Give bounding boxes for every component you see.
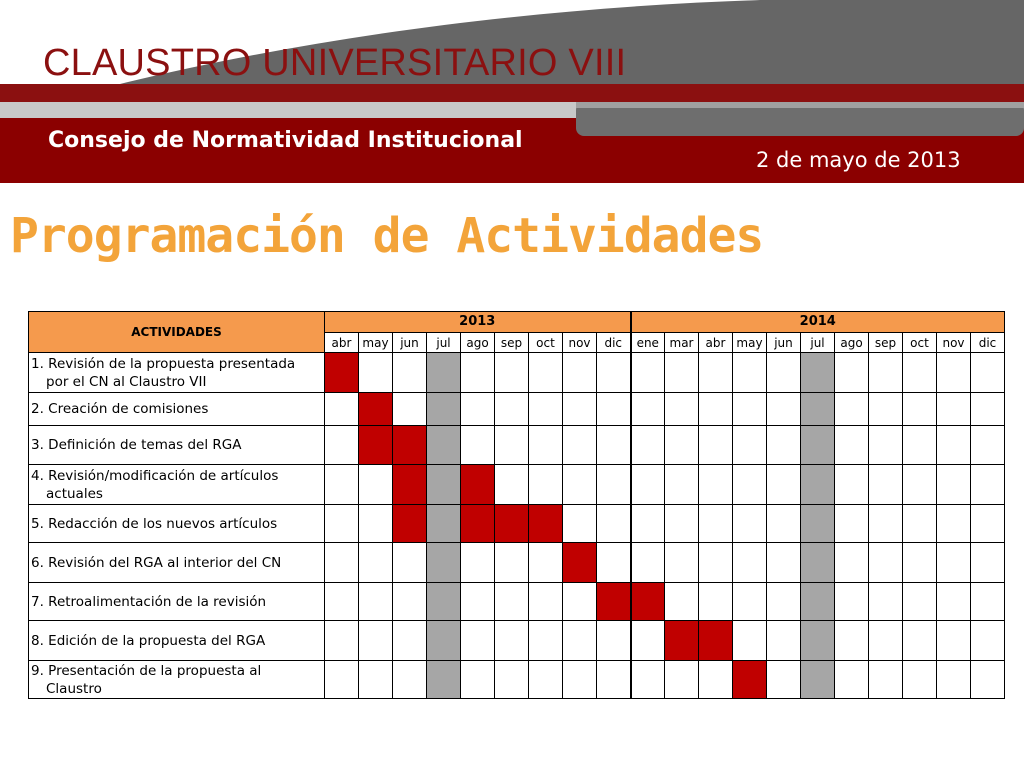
schedule-cell	[359, 353, 393, 393]
activity-label-line: actuales	[46, 485, 103, 502]
schedule-cell	[325, 621, 359, 661]
schedule-cell	[563, 393, 597, 426]
month-header: sep	[495, 333, 529, 353]
schedule-cell	[937, 393, 971, 426]
schedule-cell	[597, 465, 631, 505]
schedule-cell	[801, 621, 835, 661]
activity-label	[29, 543, 325, 583]
schedule-cell	[427, 583, 461, 621]
activity-label-line: 9. Presentación de la propuesta al	[31, 662, 262, 679]
schedule-cell	[767, 465, 801, 505]
activity-label-line: Claustro	[46, 680, 102, 697]
schedule-cell-active	[325, 353, 359, 393]
schedule-cell	[427, 661, 461, 699]
activity-label-line: 7. Retroalimentación de la revisión	[31, 593, 267, 610]
schedule-cell	[971, 621, 1005, 661]
schedule-cell	[325, 393, 359, 426]
schedule-cell	[665, 583, 699, 621]
schedule-cell	[325, 505, 359, 543]
schedule-cell	[869, 426, 903, 465]
schedule-cell	[359, 543, 393, 583]
schedule-cell	[801, 543, 835, 583]
schedule-cell-active	[563, 543, 597, 583]
schedule-cell	[325, 583, 359, 621]
schedule-cell	[971, 661, 1005, 699]
month-header: oct	[903, 333, 937, 353]
schedule-cell	[529, 583, 563, 621]
schedule-cell	[495, 583, 529, 621]
activity-label	[29, 465, 325, 505]
activity-label	[29, 661, 325, 699]
schedule-cell-active	[495, 505, 529, 543]
schedule-cell	[631, 393, 665, 426]
schedule-cell	[529, 353, 563, 393]
table-row	[29, 543, 1005, 583]
schedule-cell	[937, 465, 971, 505]
schedule-cell	[427, 426, 461, 465]
schedule-cell	[461, 661, 495, 699]
schedule-cell	[869, 661, 903, 699]
schedule-cell	[801, 465, 835, 505]
schedule-cell	[903, 426, 937, 465]
schedule-cell	[495, 426, 529, 465]
activity-label	[29, 583, 325, 621]
schedule-cell-active	[393, 426, 427, 465]
activity-label-line: 3. Definición de temas del RGA	[31, 437, 242, 453]
schedule-cell	[937, 621, 971, 661]
activity-label	[29, 353, 325, 393]
schedule-cell	[529, 661, 563, 699]
table-row	[29, 426, 1005, 465]
schedule-cell	[563, 353, 597, 393]
table-row	[29, 505, 1005, 543]
schedule-cell	[835, 353, 869, 393]
schedule-cell	[563, 465, 597, 505]
activity-label	[29, 426, 325, 465]
schedule-cell	[937, 661, 971, 699]
schedule-cell	[971, 543, 1005, 583]
schedule-cell	[869, 505, 903, 543]
activity-label	[29, 621, 325, 661]
schedule-cell	[597, 393, 631, 426]
schedule-cell	[563, 426, 597, 465]
schedule-cell	[393, 621, 427, 661]
schedule-cell	[699, 393, 733, 426]
month-header: nov	[937, 333, 971, 353]
schedule-cell	[461, 393, 495, 426]
schedule-cell	[801, 583, 835, 621]
schedule-cell	[835, 505, 869, 543]
schedule-cell	[937, 426, 971, 465]
schedule-cell	[427, 353, 461, 393]
schedule-cell	[359, 621, 393, 661]
month-header: sep	[869, 333, 903, 353]
schedule-cell-active	[665, 621, 699, 661]
schedule-cell	[631, 621, 665, 661]
schedule-cell	[631, 465, 665, 505]
schedule-cell	[971, 583, 1005, 621]
schedule-cell	[903, 393, 937, 426]
month-header: ago	[835, 333, 869, 353]
schedule-cell	[699, 543, 733, 583]
schedule-cell	[529, 621, 563, 661]
schedule-cell	[801, 505, 835, 543]
schedule-cell	[529, 426, 563, 465]
schedule-cell	[393, 543, 427, 583]
schedule-cell	[835, 393, 869, 426]
schedule-cell	[733, 465, 767, 505]
table-row	[29, 393, 1005, 426]
schedule-cell-active	[393, 465, 427, 505]
schedule-cell	[937, 583, 971, 621]
slide-heading: Programación de Actividades	[10, 208, 764, 264]
schedule-cell	[325, 426, 359, 465]
schedule-cell	[699, 353, 733, 393]
schedule-cell	[835, 661, 869, 699]
schedule-cell	[767, 353, 801, 393]
schedule-cell	[359, 583, 393, 621]
activity-label-line: 8. Edición de la propuesta del RGA	[31, 632, 266, 649]
schedule-cell	[903, 583, 937, 621]
activities-header: ACTIVIDADES	[29, 312, 325, 353]
schedule-cell	[665, 505, 699, 543]
schedule-cell	[563, 583, 597, 621]
schedule-cell	[767, 621, 801, 661]
month-header: jun	[393, 333, 427, 353]
activity-label-line: 2. Creación de comisiones	[31, 401, 209, 417]
schedule-cell	[903, 353, 937, 393]
schedule-cell	[529, 393, 563, 426]
schedule-cell-active	[359, 426, 393, 465]
schedule-cell	[325, 661, 359, 699]
schedule-cell	[971, 426, 1005, 465]
month-header: dic	[971, 333, 1005, 353]
schedule-cell-active	[733, 661, 767, 699]
gantt-table	[28, 311, 1005, 699]
month-header: may	[733, 333, 767, 353]
schedule-cell	[631, 426, 665, 465]
schedule-cell	[359, 505, 393, 543]
schedule-cell	[427, 543, 461, 583]
activity-label-line: 4. Revisión/modificación de artículos	[31, 467, 279, 484]
schedule-cell	[869, 465, 903, 505]
schedule-cell	[869, 583, 903, 621]
schedule-cell	[767, 393, 801, 426]
schedule-cell-active	[359, 393, 393, 426]
schedule-cell	[767, 426, 801, 465]
schedule-cell	[767, 543, 801, 583]
schedule-cell	[597, 426, 631, 465]
month-header: mar	[665, 333, 699, 353]
activity-label-line: por el CN al Claustro VII	[46, 373, 207, 390]
schedule-cell	[903, 543, 937, 583]
schedule-cell	[325, 465, 359, 505]
schedule-cell	[733, 543, 767, 583]
schedule-cell	[767, 583, 801, 621]
schedule-cell	[699, 583, 733, 621]
schedule-cell	[801, 353, 835, 393]
schedule-cell	[665, 393, 699, 426]
schedule-cell	[835, 465, 869, 505]
schedule-cell	[903, 505, 937, 543]
schedule-cell	[869, 353, 903, 393]
schedule-cell	[461, 426, 495, 465]
schedule-cell	[903, 465, 937, 505]
schedule-cell	[801, 661, 835, 699]
schedule-cell	[393, 393, 427, 426]
schedule-cell	[631, 353, 665, 393]
schedule-cell	[971, 353, 1005, 393]
schedule-cell-active	[597, 583, 631, 621]
table-row	[29, 661, 1005, 699]
month-header: jul	[801, 333, 835, 353]
schedule-cell	[835, 621, 869, 661]
schedule-cell	[495, 393, 529, 426]
schedule-cell	[801, 426, 835, 465]
table-row	[29, 621, 1005, 661]
schedule-cell	[971, 505, 1005, 543]
schedule-cell	[495, 661, 529, 699]
schedule-cell	[427, 505, 461, 543]
schedule-cell	[665, 543, 699, 583]
schedule-cell	[597, 543, 631, 583]
schedule-cell	[869, 621, 903, 661]
schedule-cell	[869, 393, 903, 426]
schedule-cell	[461, 621, 495, 661]
schedule-cell	[597, 621, 631, 661]
month-header: nov	[563, 333, 597, 353]
schedule-cell	[937, 505, 971, 543]
schedule-cell	[665, 353, 699, 393]
activity-label-line: 1. Revisión de la propuesta presentada	[31, 355, 296, 372]
schedule-cell	[733, 393, 767, 426]
schedule-cell	[699, 426, 733, 465]
month-header: dic	[597, 333, 631, 353]
year-header: 2013	[325, 312, 631, 333]
schedule-cell	[359, 661, 393, 699]
schedule-cell	[733, 505, 767, 543]
schedule-cell	[631, 661, 665, 699]
schedule-cell	[937, 543, 971, 583]
table-row	[29, 583, 1005, 621]
schedule-cell	[461, 543, 495, 583]
schedule-cell-active	[529, 505, 563, 543]
schedule-cell	[529, 465, 563, 505]
schedule-cell	[359, 465, 393, 505]
schedule-cell	[903, 621, 937, 661]
subtitle: Consejo de Normatividad Institucional	[48, 128, 523, 153]
schedule-cell	[699, 505, 733, 543]
schedule-cell-active	[461, 465, 495, 505]
schedule-cell	[563, 621, 597, 661]
activity-label-line: 6. Revisión del RGA al interior del CN	[31, 554, 282, 571]
schedule-cell	[733, 426, 767, 465]
schedule-cell	[835, 426, 869, 465]
schedule-cell	[461, 583, 495, 621]
schedule-cell	[699, 465, 733, 505]
month-header: abr	[699, 333, 733, 353]
schedule-cell	[393, 353, 427, 393]
table-row	[29, 353, 1005, 393]
month-header: jul	[427, 333, 461, 353]
schedule-cell	[597, 661, 631, 699]
schedule-cell	[563, 661, 597, 699]
month-header: oct	[529, 333, 563, 353]
schedule-cell	[767, 505, 801, 543]
schedule-cell	[495, 465, 529, 505]
month-header: may	[359, 333, 393, 353]
month-header: ago	[461, 333, 495, 353]
schedule-cell-active	[699, 621, 733, 661]
schedule-cell	[495, 621, 529, 661]
activity-label	[29, 393, 325, 426]
main-title: CLAUSTRO UNIVERSITARIO VIII	[43, 42, 627, 84]
activity-label-line: 5. Redacción de los nuevos artículos	[31, 515, 278, 532]
schedule-cell-active	[393, 505, 427, 543]
schedule-cell	[869, 543, 903, 583]
schedule-cell-active	[631, 583, 665, 621]
schedule-cell	[597, 353, 631, 393]
schedule-cell	[325, 543, 359, 583]
year-header: 2014	[631, 312, 1005, 333]
schedule-cell	[733, 353, 767, 393]
schedule-cell	[767, 661, 801, 699]
schedule-cell	[937, 353, 971, 393]
schedule-cell	[529, 543, 563, 583]
schedule-cell	[597, 505, 631, 543]
schedule-cell	[665, 465, 699, 505]
schedule-cell	[427, 393, 461, 426]
schedule-cell	[835, 583, 869, 621]
schedule-cell	[393, 583, 427, 621]
schedule-cell	[495, 353, 529, 393]
schedule-cell	[461, 353, 495, 393]
activity-label	[29, 505, 325, 543]
schedule-cell	[665, 426, 699, 465]
table-row	[29, 465, 1005, 505]
month-header: abr	[325, 333, 359, 353]
date-label: 2 de mayo de 2013	[756, 148, 961, 172]
schedule-cell	[903, 661, 937, 699]
month-header: ene	[631, 333, 665, 353]
schedule-cell	[835, 543, 869, 583]
schedule-cell	[801, 393, 835, 426]
schedule-cell	[971, 393, 1005, 426]
schedule-cell	[699, 661, 733, 699]
schedule-cell	[631, 505, 665, 543]
schedule-cell	[563, 505, 597, 543]
schedule-cell	[427, 621, 461, 661]
schedule-cell	[665, 661, 699, 699]
schedule-cell	[971, 465, 1005, 505]
schedule-cell	[495, 543, 529, 583]
schedule-cell-active	[461, 505, 495, 543]
schedule-cell	[631, 543, 665, 583]
month-header: jun	[767, 333, 801, 353]
schedule-cell	[393, 661, 427, 699]
schedule-cell	[733, 621, 767, 661]
schedule-cell	[427, 465, 461, 505]
schedule-cell	[733, 583, 767, 621]
